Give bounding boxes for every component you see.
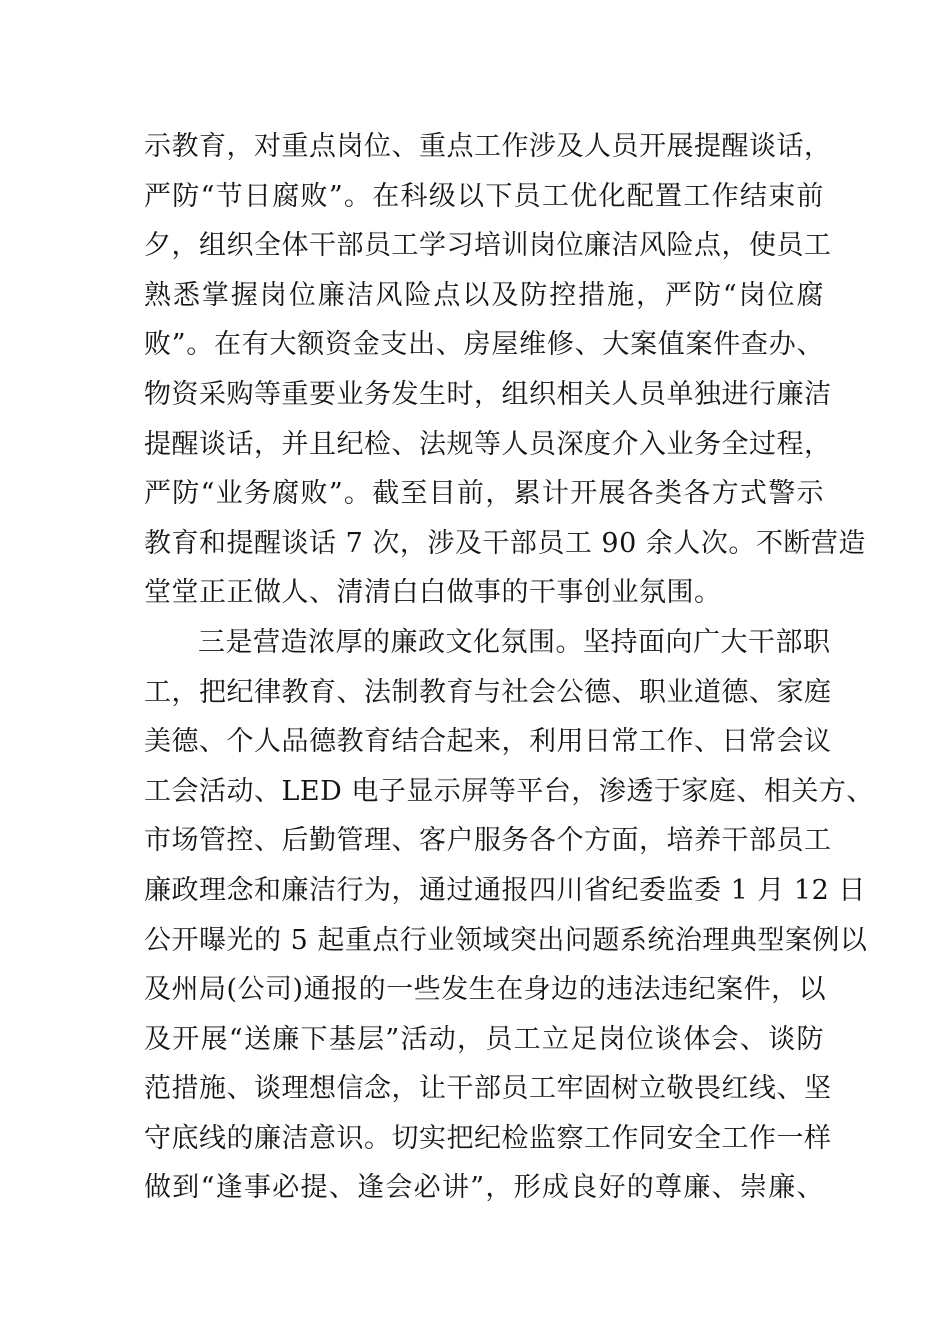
text-line: 教育和提醒谈话 7 次，涉及干部员工 90 余人次。不断营造 [144,527,866,559]
text-line: 廉政理念和廉洁行为，通过通报四川省纪委监委 1 月 12 日 [144,874,866,906]
text-line: 败”。在有大额资金支出、房屋维修、大案值案件查办、 [144,329,824,361]
text-line: 物资采购等重要业务发生时，组织相关人员单独进行廉洁 [144,378,832,410]
text-line: 严防“节日腐败”。在科级以下员工优化配置工作结束前 [144,180,824,212]
text-line: 守底线的廉洁意识。切实把纪检监察工作同安全工作一样 [144,1122,832,1154]
text-line: 及开展“送廉下基层”活动，员工立足岗位谈体会、谈防 [144,1023,824,1055]
text-line: 熟悉掌握岗位廉洁风险点以及防控措施，严防“岗位腐 [144,279,824,311]
text-line: 做到“逢事必提、逢会必讲”，形成良好的尊廉、崇廉、 [144,1172,824,1204]
text-line: 及州局(公司)通报的一些发生在身边的违法违纪案件，以 [144,974,827,1006]
text-line: 夕，组织全体干部员工学习培训岗位廉洁风险点，使员工 [144,230,832,262]
text-line: 市场管控、后勤管理、客户服务各个方面，培养干部员工 [144,825,832,857]
text-line: 公开曝光的 5 起重点行业领域突出问题系统治理典型案例以 [144,924,868,956]
text-line: 范措施、谈理想信念，让干部员工牢固树立敬畏红线、坚 [144,1073,832,1105]
paragraph-end-line: 堂堂正正做人、清清白白做事的干事创业氛围。 [144,577,722,609]
body-text [144,122,874,1213]
text-line: 工，把纪律教育、法制教育与社会公德、职业道德、家庭 [144,676,832,708]
text-line: 提醒谈话，并且纪检、法规等人员深度介入业务全过程， [144,428,832,460]
text-line: 示教育，对重点岗位、重点工作涉及人员开展提醒谈话， [144,131,832,162]
text-line: 美德、个人品德教育结合起来，利用日常工作、日常会议 [144,726,832,758]
text-line: 工会活动、LED 电子显示屏等平台，渗透于家庭、相关方、 [144,775,874,807]
text-line: 严防“业务腐败”。截至目前，累计开展各类各方式警示 [144,478,824,510]
paragraph-start-line: 三是营造浓厚的廉政文化氛围。坚持面向广大干部职 [198,626,831,658]
